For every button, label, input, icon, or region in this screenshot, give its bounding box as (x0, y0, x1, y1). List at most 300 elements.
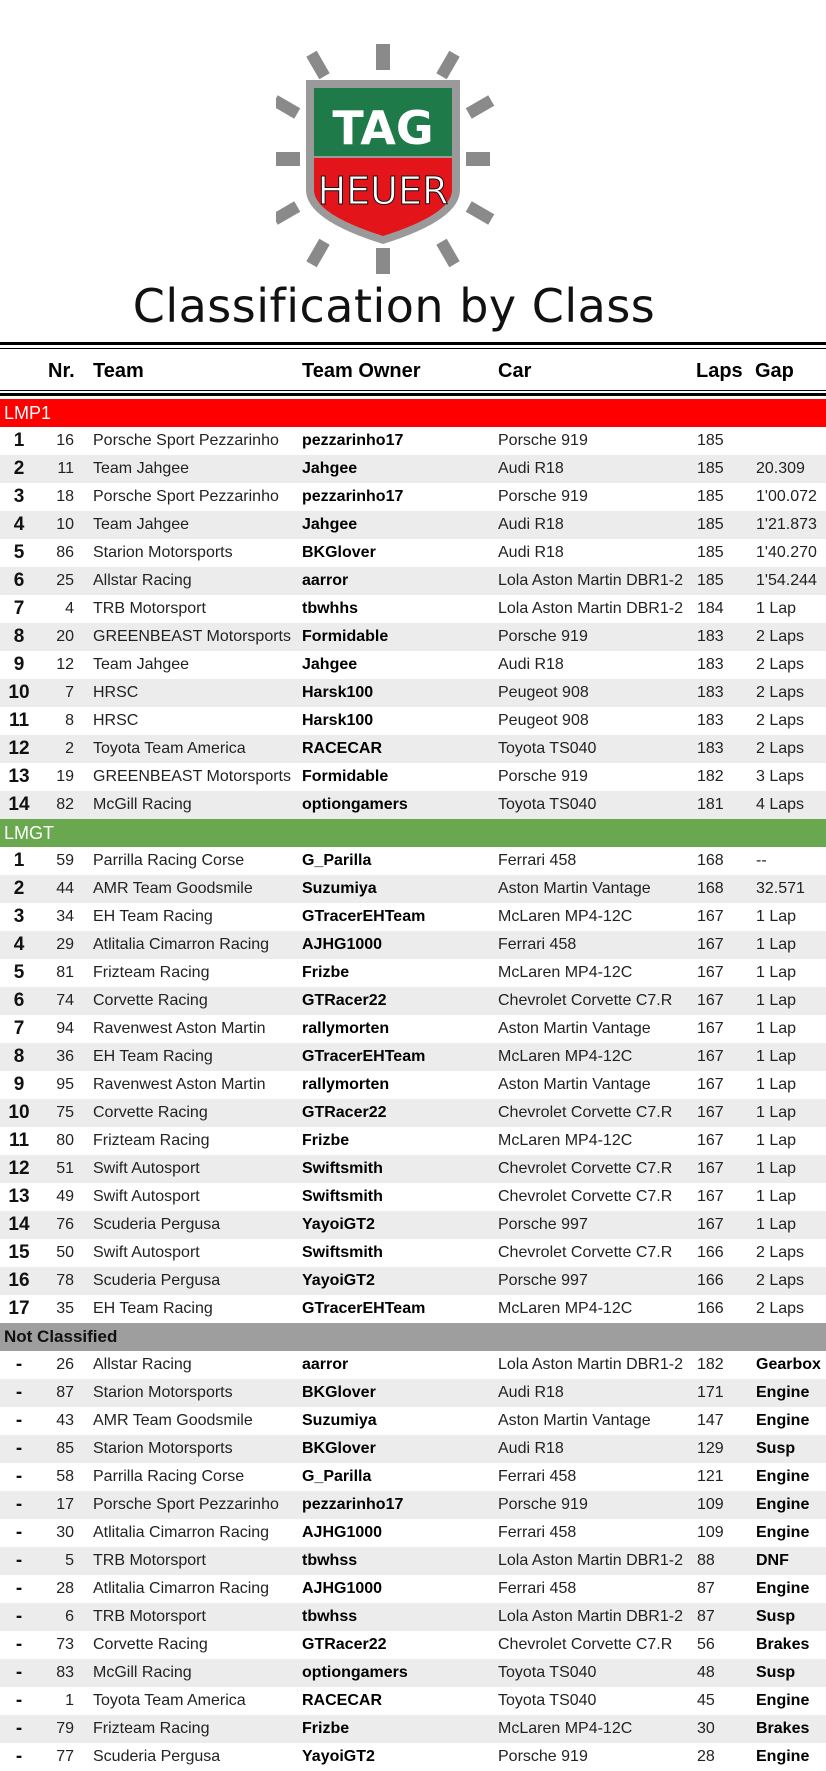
cell-pos: 9 (13, 654, 25, 675)
cell-car: McLaren MP4-12C (498, 1720, 633, 1737)
cell-pos: - (15, 1354, 23, 1375)
cell-pos: - (15, 1606, 23, 1627)
cell-laps: 185 (697, 488, 724, 505)
cell-car: Chevrolet Corvette C7.R (498, 1160, 673, 1177)
cell-gap: Engine (756, 1384, 810, 1401)
cell-car: McLaren MP4-12C (498, 1132, 633, 1149)
cell-team: HRSC (93, 684, 139, 701)
cell-gap: 1'00.072 (756, 488, 817, 505)
cell-nr: 73 (56, 1636, 74, 1653)
cell-pos: 6 (13, 570, 25, 591)
cell-laps: 129 (697, 1440, 724, 1457)
header-rule-thin (0, 390, 826, 391)
cell-nr: 79 (56, 1720, 74, 1737)
cell-car: Porsche 919 (498, 488, 588, 505)
cell-owner: AJHG1000 (302, 936, 383, 953)
cell-nr: 49 (56, 1188, 74, 1205)
cell-laps: 183 (697, 684, 724, 701)
cell-nr: 17 (56, 1496, 74, 1513)
cell-gap: 2 Laps (756, 1300, 805, 1317)
cell-car: Porsche 997 (498, 1216, 588, 1233)
table-row (0, 1687, 826, 1715)
cell-laps: 185 (697, 460, 724, 477)
cell-gap: 2 Laps (756, 1272, 805, 1289)
cell-car: McLaren MP4-12C (498, 1048, 633, 1065)
cell-car: Chevrolet Corvette C7.R (498, 1244, 673, 1261)
top-rule-thin (0, 348, 826, 349)
cell-laps: 167 (697, 964, 724, 981)
cell-laps: 147 (697, 1412, 724, 1429)
cell-owner: Harsk100 (302, 712, 374, 729)
cell-team: Swift Autosport (93, 1188, 200, 1205)
cell-gap: 4 Laps (756, 796, 805, 813)
cell-nr: 44 (56, 880, 74, 897)
cell-team: Atlitalia Cimarron Racing (93, 936, 270, 953)
cell-nr: 81 (56, 964, 74, 981)
logo-text-heuer: HEUER (317, 169, 449, 213)
cell-laps: 109 (697, 1496, 724, 1513)
cell-owner: YayoiGT2 (302, 1216, 375, 1233)
cell-gap: 2 Laps (756, 712, 805, 729)
table-row (0, 511, 826, 539)
cell-gap: 32.571 (756, 880, 805, 897)
cell-team: Corvette Racing (93, 992, 208, 1009)
cell-owner: YayoiGT2 (302, 1748, 375, 1765)
cell-laps: 184 (697, 600, 724, 617)
table-row (0, 1127, 826, 1155)
cell-pos: 8 (13, 1046, 25, 1067)
cell-team: Allstar Racing (93, 572, 192, 589)
cell-owner: tbwhhs (302, 600, 358, 617)
cell-laps: 30 (697, 1720, 715, 1737)
cell-laps: 166 (697, 1300, 724, 1317)
cell-nr: 94 (56, 1020, 74, 1037)
cell-laps: 87 (697, 1608, 715, 1625)
cell-gap: -- (756, 852, 767, 869)
cell-pos: - (15, 1634, 23, 1655)
cell-pos: 14 (8, 1214, 30, 1235)
table-row (0, 959, 826, 987)
cell-car: Peugeot 908 (498, 712, 589, 729)
top-rule-thick (0, 342, 826, 345)
cell-gap: 1 Lap (756, 992, 797, 1009)
cell-owner: tbwhss (302, 1552, 358, 1569)
cell-pos: 8 (13, 626, 25, 647)
cell-car: Porsche 919 (498, 768, 588, 785)
cell-car: Porsche 919 (498, 1748, 588, 1765)
table-row (0, 763, 826, 791)
table-row (0, 1407, 826, 1435)
cell-team: Toyota Team America (93, 1692, 246, 1709)
cell-nr: 29 (56, 936, 74, 953)
table-row (0, 1743, 826, 1771)
cell-gap: DNF (756, 1552, 789, 1569)
cell-team: McGill Racing (93, 1664, 192, 1681)
cell-owner: Suzumiya (302, 880, 377, 897)
cell-car: Ferrari 458 (498, 852, 577, 869)
cell-laps: 183 (697, 740, 724, 757)
cell-nr: 50 (56, 1244, 74, 1261)
cell-pos: 16 (8, 1270, 30, 1291)
table-row (0, 1099, 826, 1127)
cell-nr: 85 (56, 1440, 74, 1457)
cell-team: Scuderia Pergusa (93, 1272, 221, 1289)
cell-gap: 1 Lap (756, 908, 797, 925)
cell-nr: 43 (56, 1412, 74, 1429)
header-car: Car (498, 360, 532, 382)
cell-team: Swift Autosport (93, 1160, 200, 1177)
cell-car: Audi R18 (498, 544, 564, 561)
cell-owner: Frizbe (302, 964, 350, 981)
table-row (0, 1715, 826, 1743)
cell-gap: 1 Lap (756, 1076, 797, 1093)
table-row (0, 735, 826, 763)
cell-car: McLaren MP4-12C (498, 908, 633, 925)
table-row (0, 1603, 826, 1631)
table-row (0, 1267, 826, 1295)
cell-owner: AJHG1000 (302, 1524, 383, 1541)
cell-laps: 167 (697, 1216, 724, 1233)
cell-nr: 28 (56, 1580, 74, 1597)
table-row (0, 1575, 826, 1603)
table-row (0, 623, 826, 651)
cell-owner: Harsk100 (302, 684, 374, 701)
table-row (0, 1659, 826, 1687)
header-laps: Laps (696, 360, 743, 382)
cell-nr: 2 (65, 740, 74, 757)
cell-gap: 1 Lap (756, 1160, 797, 1177)
cell-pos: 15 (8, 1242, 30, 1263)
cell-laps: 185 (697, 544, 724, 561)
cell-pos: - (15, 1382, 23, 1403)
cell-gap: 1 Lap (756, 1188, 797, 1205)
cell-laps: 167 (697, 908, 724, 925)
cell-pos: - (15, 1746, 23, 1767)
cell-gap: 2 Laps (756, 656, 805, 673)
cell-car: Aston Martin Vantage (498, 1076, 651, 1093)
cell-car: Audi R18 (498, 460, 564, 477)
cell-team: Toyota Team America (93, 740, 246, 757)
cell-nr: 59 (56, 852, 74, 869)
tag-heuer-logo (276, 44, 496, 274)
table-row (0, 567, 826, 595)
cell-owner: optiongamers (302, 796, 408, 813)
cell-pos: - (15, 1578, 23, 1599)
cell-gap: 2 Laps (756, 628, 805, 645)
cell-owner: aarror (302, 1356, 349, 1373)
classification-table (0, 399, 826, 1771)
cell-owner: Jahgee (302, 516, 358, 533)
cell-laps: 167 (697, 1160, 724, 1177)
cell-owner: BKGlover (302, 1384, 376, 1401)
cell-gap: 1 Lap (756, 1216, 797, 1233)
cell-pos: 11 (8, 1130, 30, 1151)
cell-pos: 11 (8, 710, 30, 731)
cell-owner: Jahgee (302, 656, 358, 673)
cell-car: Lola Aston Martin DBR1-2 (498, 572, 683, 589)
cell-owner: GTRacer22 (302, 1636, 387, 1653)
cell-laps: 168 (697, 880, 724, 897)
cell-nr: 11 (57, 460, 74, 477)
cell-team: Scuderia Pergusa (93, 1216, 221, 1233)
cell-gap: 1 Lap (756, 1020, 797, 1037)
cell-owner: BKGlover (302, 544, 376, 561)
cell-team: Swift Autosport (93, 1244, 200, 1261)
cell-gap: Brakes (756, 1720, 810, 1737)
cell-team: Porsche Sport Pezzarinho (93, 1496, 279, 1513)
cell-team: Parrilla Racing Corse (93, 852, 245, 869)
cell-car: Ferrari 458 (498, 1580, 577, 1597)
cell-pos: 7 (13, 1018, 25, 1039)
cell-team: Frizteam Racing (93, 1132, 210, 1149)
cell-car: Aston Martin Vantage (498, 880, 651, 897)
page-title: Classification by Class (132, 279, 656, 333)
cell-pos: 12 (8, 1158, 30, 1179)
cell-nr: 34 (56, 908, 74, 925)
cell-laps: 87 (697, 1580, 715, 1597)
cell-gap: Susp (756, 1440, 796, 1457)
table-row (0, 1351, 826, 1379)
cell-car: Audi R18 (498, 1384, 564, 1401)
cell-gap: 2 Laps (756, 1244, 805, 1261)
cell-laps: 45 (697, 1692, 715, 1709)
cell-nr: 4 (65, 600, 74, 617)
cell-gap: 3 Laps (756, 768, 805, 785)
cell-owner: tbwhss (302, 1608, 358, 1625)
table-row (0, 455, 826, 483)
cell-nr: 80 (56, 1132, 74, 1149)
cell-nr: 83 (56, 1664, 74, 1681)
cell-owner: GTracerEHTeam (302, 1300, 426, 1317)
table-row (0, 903, 826, 931)
cell-car: Peugeot 908 (498, 684, 589, 701)
cell-pos: 13 (8, 766, 30, 787)
table-row (0, 679, 826, 707)
cell-pos: 3 (13, 906, 25, 927)
cell-nr: 36 (56, 1048, 74, 1065)
cell-owner: optiongamers (302, 1664, 408, 1681)
cell-laps: 56 (697, 1636, 715, 1653)
cell-gap: 1 Lap (756, 1048, 797, 1065)
cell-gap: 2 Laps (756, 684, 805, 701)
cell-car: Chevrolet Corvette C7.R (498, 1636, 673, 1653)
cell-gap: Engine (756, 1524, 810, 1541)
cell-owner: Suzumiya (302, 1412, 377, 1429)
cell-owner: Swiftsmith (302, 1188, 383, 1205)
cell-nr: 82 (56, 796, 74, 813)
cell-car: Toyota TS040 (498, 1664, 597, 1681)
table-row (0, 847, 826, 875)
cell-car: Porsche 919 (498, 628, 588, 645)
cell-pos: - (15, 1662, 23, 1683)
cell-team: EH Team Racing (93, 1048, 213, 1065)
cell-nr: 19 (56, 768, 74, 785)
cell-car: Chevrolet Corvette C7.R (498, 1188, 673, 1205)
cell-nr: 76 (56, 1216, 74, 1233)
cell-nr: 77 (56, 1748, 74, 1765)
table-row (0, 1463, 826, 1491)
cell-team: Team Jahgee (93, 516, 190, 533)
cell-gap: Engine (756, 1496, 810, 1513)
cell-car: Lola Aston Martin DBR1-2 (498, 1356, 683, 1373)
cell-owner: Jahgee (302, 460, 358, 477)
cell-laps: 185 (697, 572, 724, 589)
cell-team: TRB Motorsport (93, 1608, 206, 1625)
cell-pos: 13 (8, 1186, 30, 1207)
header-gap: Gap (755, 360, 794, 382)
cell-pos: 7 (13, 598, 25, 619)
cell-owner: GTRacer22 (302, 992, 387, 1009)
table-row (0, 483, 826, 511)
cell-owner: aarror (302, 572, 349, 589)
table-row (0, 1295, 826, 1323)
cell-nr: 78 (56, 1272, 74, 1289)
table-row (0, 539, 826, 567)
cell-laps: 166 (697, 1272, 724, 1289)
cell-nr: 30 (56, 1524, 74, 1541)
cell-nr: 6 (65, 1608, 74, 1625)
cell-nr: 74 (56, 992, 74, 1009)
table-row (0, 1183, 826, 1211)
cell-owner: rallymorten (302, 1076, 390, 1093)
cell-pos: 5 (13, 542, 25, 563)
cell-car: Audi R18 (498, 516, 564, 533)
table-row (0, 1043, 826, 1071)
cell-team: Allstar Racing (93, 1356, 192, 1373)
cell-laps: 182 (697, 1356, 724, 1373)
cell-team: Corvette Racing (93, 1104, 208, 1121)
cell-pos: 1 (13, 430, 25, 451)
cell-owner: pezzarinho17 (302, 488, 404, 505)
table-row (0, 1547, 826, 1575)
cell-pos: 10 (8, 682, 30, 703)
cell-pos: 6 (13, 990, 25, 1011)
cell-laps: 167 (697, 1132, 724, 1149)
table-row (0, 1239, 826, 1267)
cell-car: Toyota TS040 (498, 796, 597, 813)
cell-gap: Gearbox (756, 1356, 821, 1373)
logo-text-tag: TAG (332, 101, 434, 155)
cell-owner: RACECAR (302, 1692, 382, 1709)
cell-pos: - (15, 1438, 23, 1459)
cell-gap: 1'21.873 (756, 516, 817, 533)
cell-nr: 87 (56, 1384, 74, 1401)
cell-nr: 10 (56, 516, 74, 533)
cell-laps: 183 (697, 656, 724, 673)
cell-car: Aston Martin Vantage (498, 1020, 651, 1037)
cell-nr: 16 (56, 432, 74, 449)
cell-laps: 181 (697, 796, 724, 813)
table-row (0, 875, 826, 903)
cell-gap: Engine (756, 1748, 810, 1765)
cell-pos: 4 (13, 514, 25, 535)
cell-owner: Formidable (302, 628, 389, 645)
table-row (0, 1155, 826, 1183)
cell-gap: Susp (756, 1664, 796, 1681)
cell-laps: 166 (697, 1244, 724, 1261)
cell-team: Starion Motorsports (93, 1440, 233, 1457)
cell-car: Toyota TS040 (498, 740, 597, 757)
cell-car: Ferrari 458 (498, 936, 577, 953)
cell-laps: 88 (697, 1552, 715, 1569)
cell-gap: 2 Laps (756, 740, 805, 757)
cell-gap: Brakes (756, 1636, 810, 1653)
cell-owner: Frizbe (302, 1132, 350, 1149)
cell-team: AMR Team Goodsmile (93, 1412, 253, 1429)
cell-laps: 171 (697, 1384, 724, 1401)
table-row (0, 987, 826, 1015)
table-row (0, 595, 826, 623)
cell-team: HRSC (93, 712, 139, 729)
cell-car: Chevrolet Corvette C7.R (498, 1104, 673, 1121)
table-row (0, 1379, 826, 1407)
cell-car: Audi R18 (498, 656, 564, 673)
cell-car: Lola Aston Martin DBR1-2 (498, 1552, 683, 1569)
table-row (0, 931, 826, 959)
cell-car: Porsche 997 (498, 1272, 588, 1289)
cell-team: Scuderia Pergusa (93, 1748, 221, 1765)
cell-nr: 1 (65, 1692, 74, 1709)
cell-laps: 28 (697, 1748, 715, 1765)
cell-team: Porsche Sport Pezzarinho (93, 488, 279, 505)
cell-owner: BKGlover (302, 1440, 376, 1457)
cell-gap: 1 Lap (756, 1104, 797, 1121)
cell-car: Aston Martin Vantage (498, 1412, 651, 1429)
cell-owner: Frizbe (302, 1720, 350, 1737)
table-row (0, 1519, 826, 1547)
cell-nr: 35 (56, 1300, 74, 1317)
cell-team: EH Team Racing (93, 908, 213, 925)
cell-owner: rallymorten (302, 1020, 390, 1037)
cell-team: EH Team Racing (93, 1300, 213, 1317)
cell-gap: Susp (756, 1608, 796, 1625)
cell-car: Audi R18 (498, 1440, 564, 1457)
cell-pos: 12 (8, 738, 30, 759)
cell-gap: Engine (756, 1692, 810, 1709)
cell-owner: G_Parilla (302, 1468, 372, 1485)
cell-pos: 5 (13, 962, 25, 983)
cell-pos: - (15, 1690, 23, 1711)
header-owner: Team Owner (302, 360, 421, 382)
table-row (0, 427, 826, 455)
cell-team: Porsche Sport Pezzarinho (93, 432, 279, 449)
cell-pos: 1 (13, 850, 25, 871)
cell-team: Frizteam Racing (93, 964, 210, 981)
cell-team: Atlitalia Cimarron Racing (93, 1524, 270, 1541)
section-header: LMGT (0, 819, 826, 847)
cell-laps: 48 (697, 1664, 715, 1681)
table-row (0, 707, 826, 735)
section-header: Not Classified (0, 1323, 826, 1351)
cell-pos: - (15, 1718, 23, 1739)
cell-nr: 12 (56, 656, 74, 673)
cell-team: Corvette Racing (93, 1636, 208, 1653)
cell-team: Team Jahgee (93, 460, 190, 477)
cell-nr: 20 (56, 628, 74, 645)
table-header (0, 354, 826, 390)
cell-owner: AJHG1000 (302, 1580, 383, 1597)
cell-owner: GTracerEHTeam (302, 1048, 426, 1065)
cell-laps: 183 (697, 628, 724, 645)
cell-team: McGill Racing (93, 796, 192, 813)
cell-nr: 18 (56, 488, 74, 505)
table-row (0, 791, 826, 819)
cell-laps: 121 (697, 1468, 724, 1485)
cell-gap: Engine (756, 1468, 810, 1485)
cell-gap: 1 Lap (756, 600, 797, 617)
cell-laps: 183 (697, 712, 724, 729)
cell-team: AMR Team Goodsmile (93, 880, 253, 897)
